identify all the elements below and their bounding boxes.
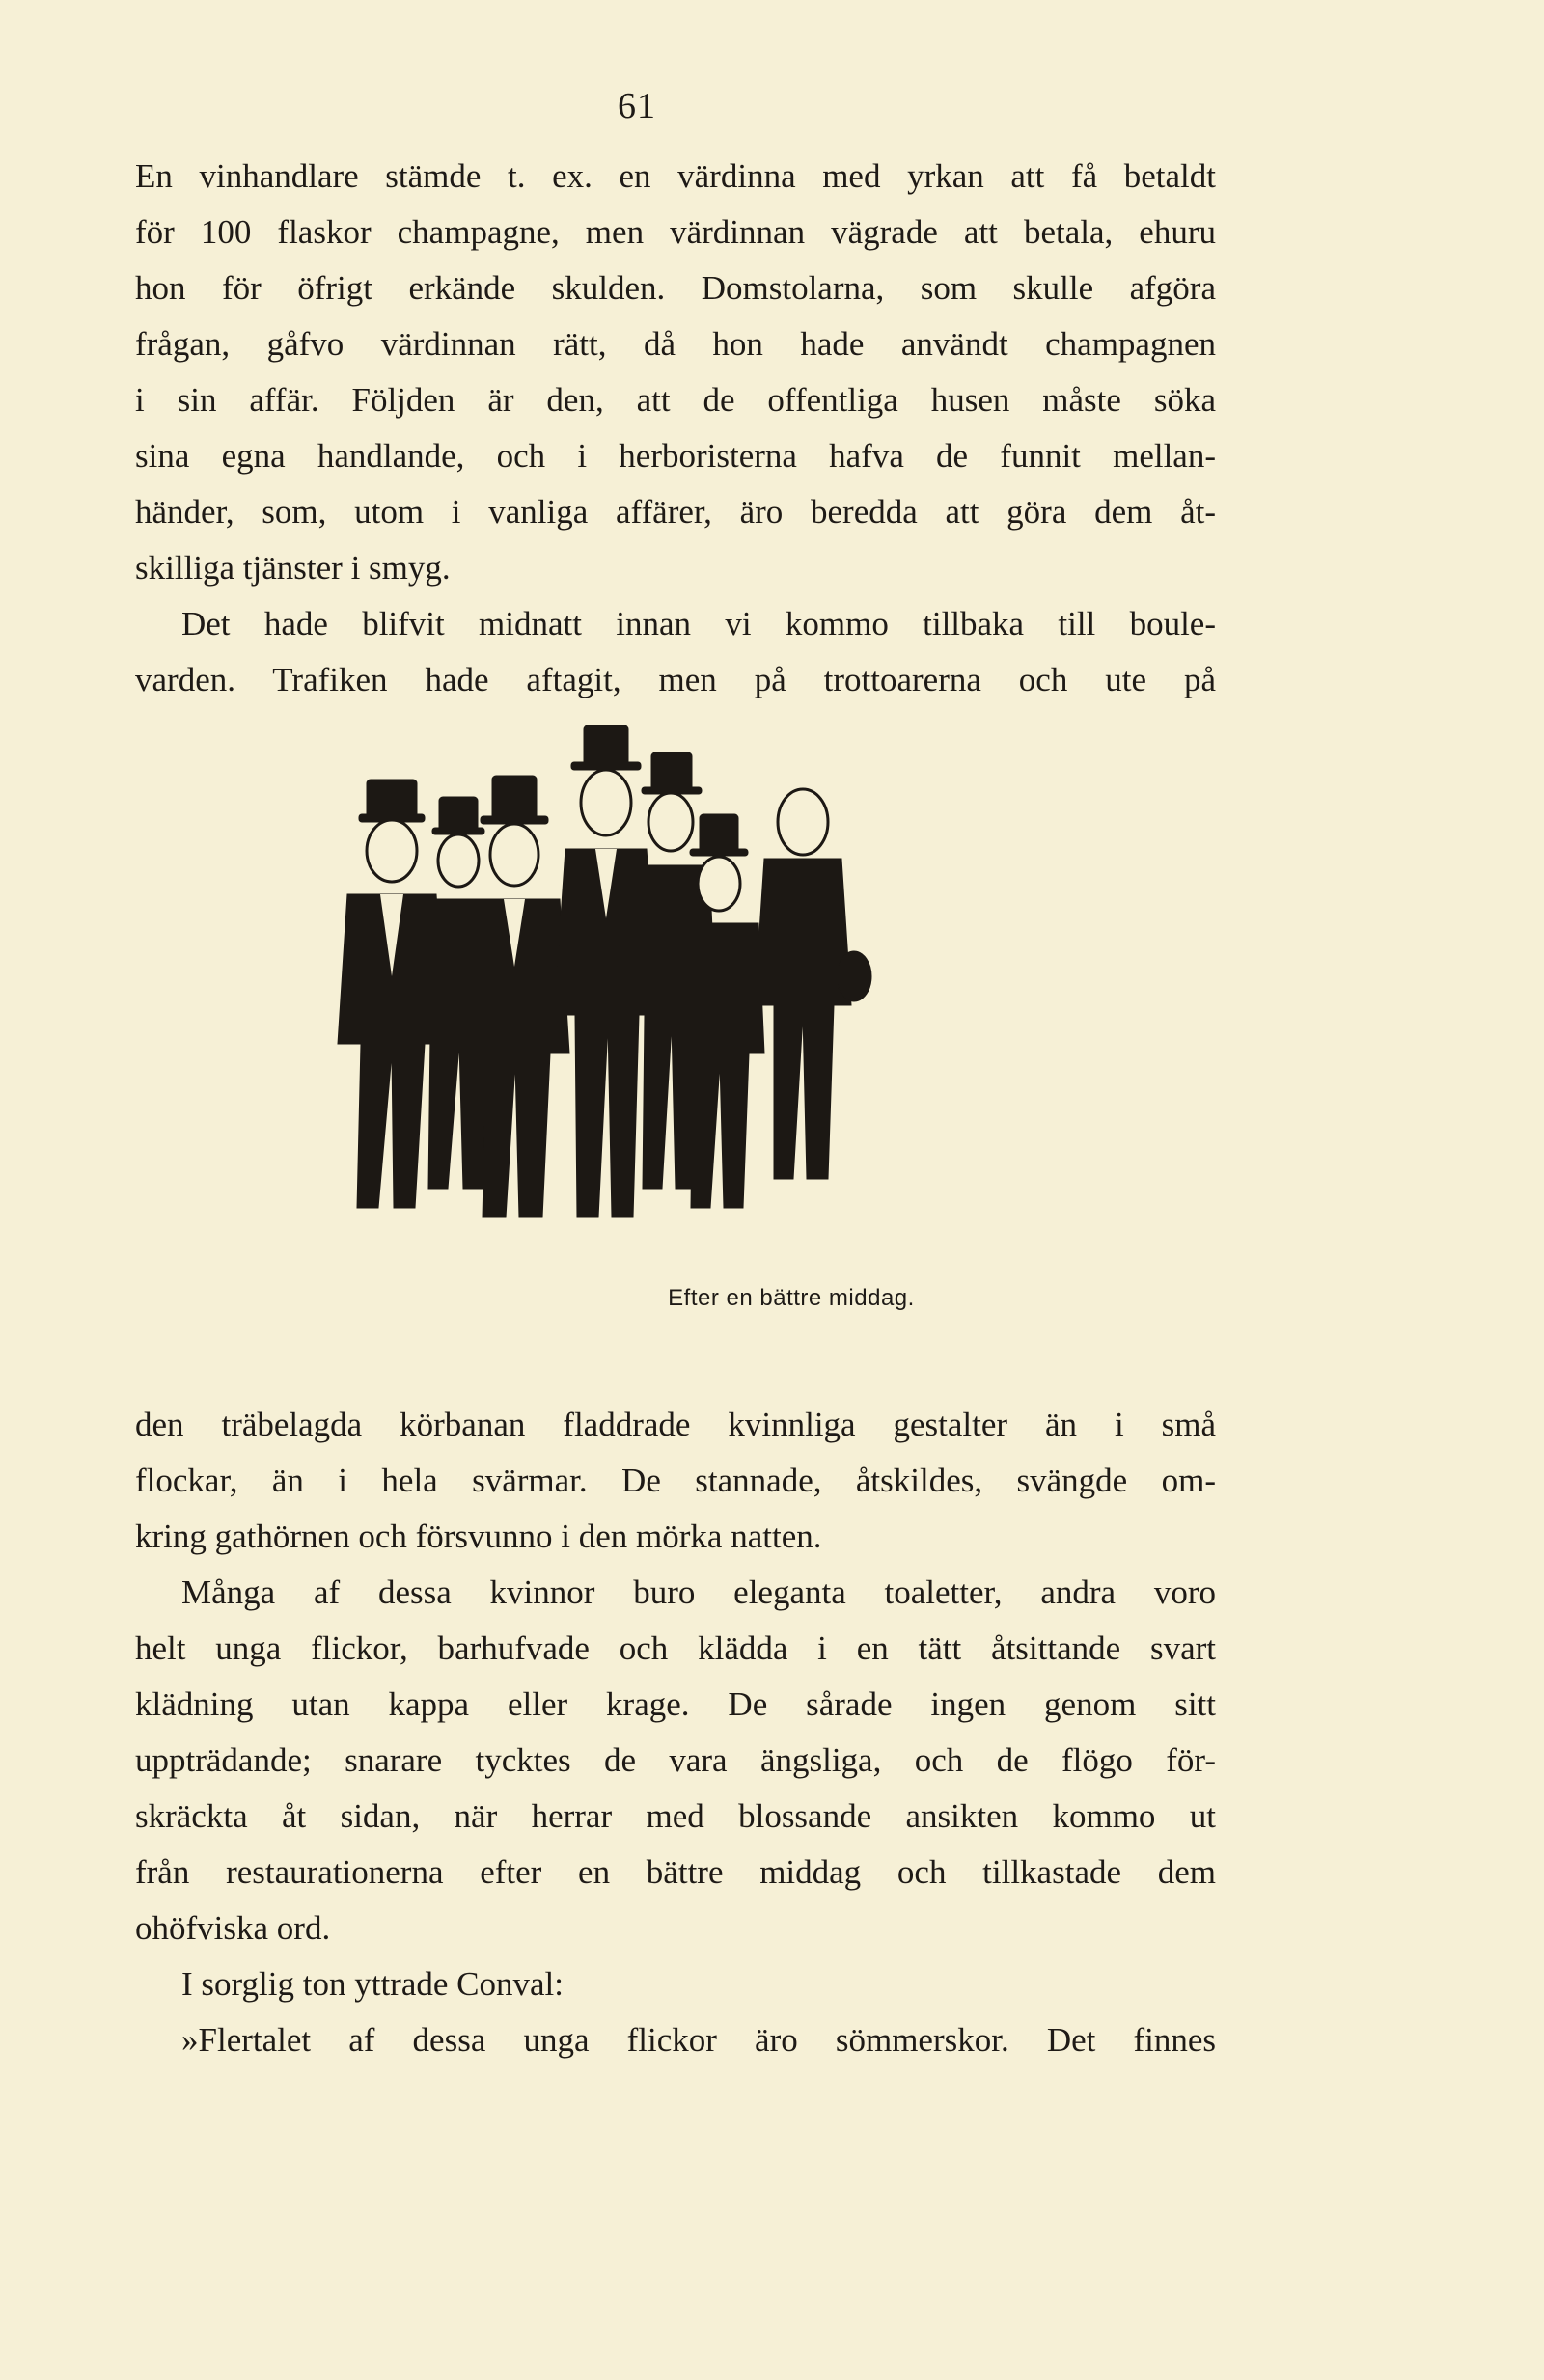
text-line: för 100 flaskor champagne, men värdinnan vägrade att betala, ehuru <box>135 213 1216 251</box>
text-block-bottom <box>135 1397 1216 2068</box>
gentlemen-illustration <box>318 725 994 1266</box>
text-line: i sin affär. Följden är den, att de offentliga husen måste söka <box>135 381 1216 419</box>
text-line: från restaurationerna efter en bättre middag och tillkastade dem <box>135 1853 1216 1891</box>
text-line: helt unga flickor, barhufvade och klädda i en tätt åtsittande svart <box>135 1629 1216 1667</box>
text-line: skilliga tjänster i smyg. <box>135 549 451 587</box>
text-line: varden. Trafiken hade aftagit, men på trottoarerna och ute på <box>135 661 1216 698</box>
text-line: klädning utan kappa eller krage. De sårade ingen genom sitt <box>135 1685 1216 1723</box>
text-line: sina egna handlande, och i herboristerna hafva de funnit mellan- <box>135 437 1216 475</box>
figure-caption: Efter en bättre middag. <box>668 1285 915 1311</box>
text-line: uppträdande; snarare tycktes de vara ängsliga, och de flögo för- <box>135 1741 1216 1779</box>
text-line: frågan, gåfvo värdinnan rätt, då hon hade användt champagnen <box>135 325 1216 363</box>
text-line-content: I sorglig ton yttrade Conval: <box>181 1965 564 2003</box>
text-line-indented <box>135 1565 1216 1621</box>
text-line-indented <box>135 1956 1216 2012</box>
text-line-content: Många af dessa kvinnor buro eleganta toaletter, andra voro <box>181 1573 1216 1611</box>
text-line: skräckta åt sidan, när herrar med blossande ansikten kommo ut <box>135 1797 1216 1835</box>
text-line-content: »Flertalet af dessa unga flickor äro sömmerskor. Det finnes <box>181 2021 1216 2059</box>
illustration <box>290 725 1042 1316</box>
text-line: kring gathörnen och försvunno i den mörka natten. <box>135 1518 822 1555</box>
text-line: den träbelagda körbanan fladdrade kvinnliga gestalter än i små <box>135 1406 1216 1443</box>
page-number: 61 <box>618 86 656 126</box>
text-line: händer, som, utom i vanliga affärer, äro beredda att göra dem åt- <box>135 493 1216 531</box>
text-block-top-continued <box>135 596 1216 708</box>
text-line: En vinhandlare stämde t. ex. en värdinna med yrkan att få betaldt <box>135 157 1216 195</box>
text-line: hon för öfrigt erkände skulden. Domstolarna, som skulle afgöra <box>135 269 1216 307</box>
text-block-top <box>135 149 1216 652</box>
text-line: flockar, än i hela svärmar. De stannade, åtskildes, svängde om- <box>135 1462 1216 1499</box>
text-line-content: Det hade blifvit midnatt innan vi kommo tillbaka till boule- <box>181 605 1216 643</box>
text-line: ohöfviska ord. <box>135 1909 331 1947</box>
text-line-indented <box>135 596 1216 652</box>
text-line-indented <box>135 2012 1216 2068</box>
